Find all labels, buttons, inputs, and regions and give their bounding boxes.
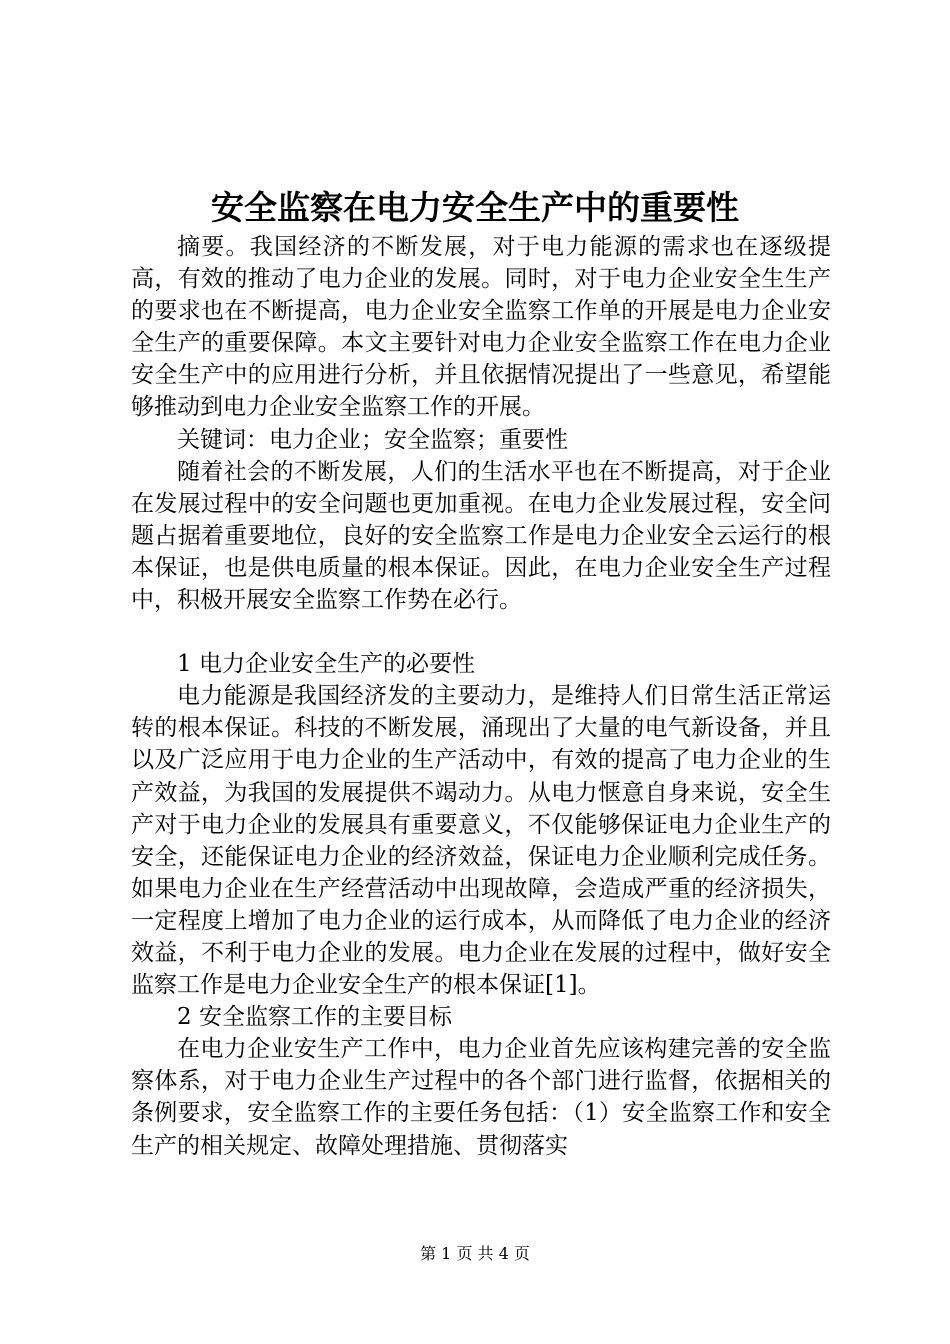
page-footer: 第 1 页 共 4 页 bbox=[420, 1244, 530, 1263]
section-2-paragraph: 在电力企业安生产工作中，电力企业首先应该构建完善的安全监察体系，对于电力企业生产过程中的各个部门进行监督，依据相关的条例要求，安全监察工作的主要任务包括：（1）安全监察工作和安全生产的相关规定、故障处理措施、贯彻落实 bbox=[131, 1036, 831, 1159]
keywords-paragraph: 关键词：电力企业；安全监察；重要性 bbox=[177, 426, 568, 453]
intro-paragraph: 随着社会的不断发展，人们的生活水平也在不断提高，对于企业在发展过程中的安全问题也更加重视。在电力企业发展过程，安全问题占据着重要地位，良好的安全监察工作是电力企业安全云运行的根本保证，也是供电质量的根本保证。因此，在电力企业安全生产过程中，积极开展安全监察工作势在必行。 bbox=[131, 458, 831, 614]
section-1-paragraph: 电力能源是我国经济发的主要动力，是维持人们日常生活正常运转的根本保证。科技的不断发展，涌现出了大量的电气新设备，并且以及广泛应用于电力企业的生产活动中，有效的提高了电力企业的生产效益，为我国的发展提供不竭动力。从电力惬意自身来说，安全生产对于电力企业的发展具有重要意义，不仅能够保证电力企业生产的安全，还能保证电力企业的经济效益，保证电力企业顺利完成任务。如果电力企业在生产经营活动中出现故障，会造成严重的经济损失，一定程度上增加了电力企业的运行成本，从而降低了电力企业的经济效益，不利于电力企业的发展。电力企业在发展的过程中，做好安全监察工作是电力企业安全生产的根本保证[1]。 bbox=[131, 683, 831, 999]
section-heading-1: 1 电力企业安全生产的必要性 bbox=[177, 651, 475, 678]
paragraph-gap bbox=[131, 616, 831, 648]
section-heading-2: 2 安全监察工作的主要目标 bbox=[177, 1004, 452, 1031]
abstract-paragraph: 摘要。我国经济的不断发展，对于电力能源的需求也在逐级提高，有效的推动了电力企业的发展。同时，对于电力企业安全生生产的要求也在不断提高，电力企业安全监察工作单的开展是电力企业安全生产的重要保障。本文主要针对电力企业安全监察工作在电力企业安全生产中的应用进行分析，并且依据情况提出了一些意见，希望能够推动到电力企业安全监察工作的开展。 bbox=[131, 234, 831, 421]
document-title: 安全监察在电力安全生产中的重要性 bbox=[211, 188, 739, 227]
document-body bbox=[131, 231, 831, 1162]
